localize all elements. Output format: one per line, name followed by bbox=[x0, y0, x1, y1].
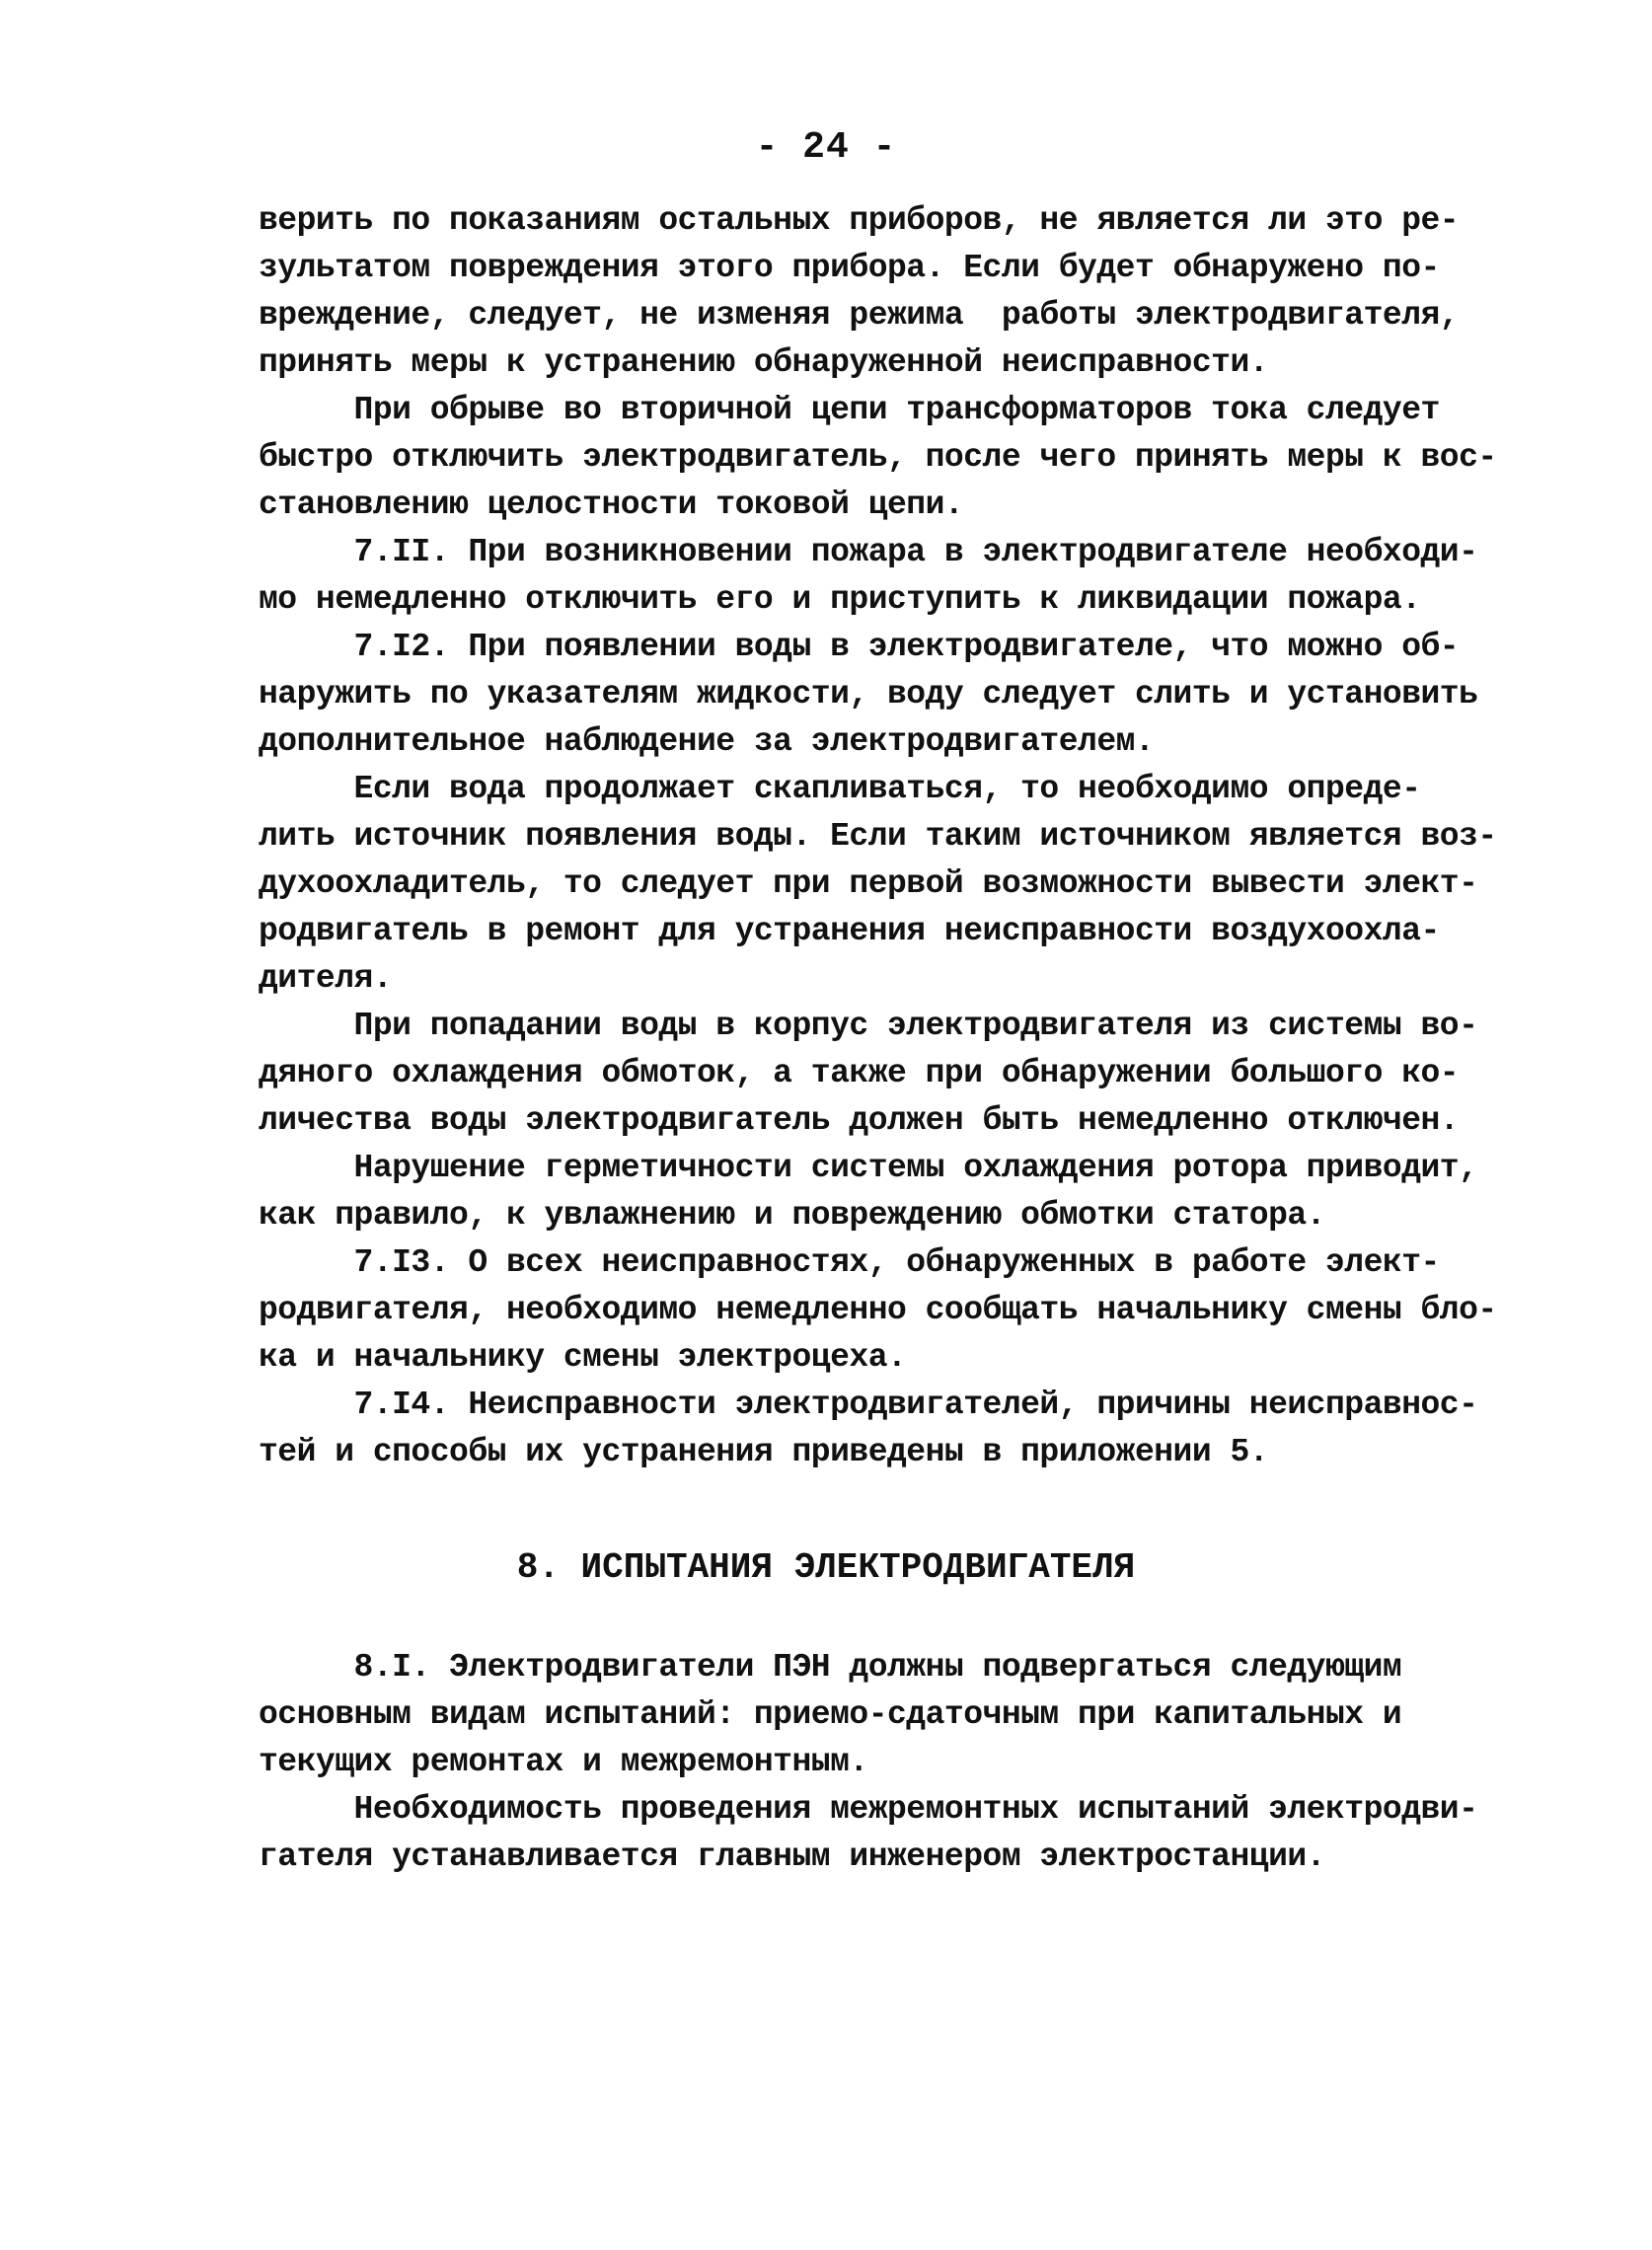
text-line: дяного охлаждения обмоток, а также при обнаружении большого ко- bbox=[259, 1055, 1460, 1091]
text-line: наружить по указателям жидкости, воду следует слить и установить bbox=[259, 676, 1478, 712]
text-line: духоохладитель, то следует при первой возможности вывести элект- bbox=[259, 865, 1478, 902]
text-line: родвигатель в ремонт для устранения неисправности воздухоохла- bbox=[259, 913, 1440, 949]
text-line: гателя устанавливается главным инженером электростанции. bbox=[259, 1838, 1325, 1875]
text-line: быстро отключить электродвигатель, после чего принять меры к вос- bbox=[259, 439, 1497, 476]
text-line: основным видам испытаний: приемо-сдаточным при капитальных и bbox=[259, 1696, 1402, 1733]
text-line: При обрыве во вторичной цепи трансформаторов тока следует bbox=[259, 392, 1440, 428]
text-line: лить источник появления воды. Если таким источником является воз- bbox=[259, 818, 1497, 855]
text-line: 7.I2. При появлении воды в электродвигателе, что можно об- bbox=[259, 629, 1460, 665]
section-heading: 8. ИСПЫТАНИЯ ЭЛЕКТРОДВИГАТЕЛЯ bbox=[516, 1547, 1136, 1588]
text-line: 7.I3. О всех неисправностях, обнаруженных в работе элект- bbox=[259, 1244, 1440, 1281]
text-line: зультатом повреждения этого прибора. Если будет обнаружено по- bbox=[259, 250, 1440, 286]
text-line: вреждение, следует, не изменяя режима работы электродвигателя, bbox=[259, 297, 1460, 334]
text-line: 7.II. При возникновении пожара в электродвигателе необходи- bbox=[259, 534, 1478, 570]
text-line: Если вода продолжает скапливаться, то необходимо опреде- bbox=[259, 771, 1421, 807]
text-line: дополнительное наблюдение за электродвигателем. bbox=[259, 723, 1155, 760]
text-line: Необходимость проведения межремонтных испытаний электродви- bbox=[259, 1791, 1478, 1828]
text-line: личества воды электродвигатель должен быть немедленно отключен. bbox=[259, 1102, 1460, 1139]
text-line: принять меры к устранению обнаруженной неисправности. bbox=[259, 344, 1269, 381]
text-line: дителя. bbox=[259, 960, 393, 997]
text-line: текущих ремонтах и межремонтным. bbox=[259, 1744, 868, 1780]
text-line: мо немедленно отключить его и приступить к ликвидации пожара. bbox=[259, 581, 1421, 618]
text-line: 7.I4. Неисправности электродвигателей, причины неисправнос- bbox=[259, 1387, 1478, 1423]
text-line: ка и начальнику смены электроцеха. bbox=[259, 1339, 907, 1376]
text-line: родвигателя, необходимо немедленно сообщать начальнику смены бло- bbox=[259, 1292, 1497, 1328]
page-number: - 24 - bbox=[755, 126, 897, 169]
text-line: При попадании воды в корпус электродвигателя из системы во- bbox=[259, 1008, 1478, 1044]
text-line: тей и способы их устранения приведены в приложении 5. bbox=[259, 1434, 1269, 1470]
text-line: Нарушение герметичности системы охлаждения ротора приводит, bbox=[259, 1150, 1478, 1186]
text-line: как правило, к увлажнению и повреждению обмотки статора. bbox=[259, 1197, 1325, 1234]
text-line: становлению целостности токовой цепи. bbox=[259, 487, 964, 523]
text-line: 8.I. Электродвигатели ПЭН должны подвергаться следующим bbox=[259, 1649, 1402, 1686]
text-line: верить по показаниям остальных приборов, не является ли это ре- bbox=[259, 202, 1460, 239]
